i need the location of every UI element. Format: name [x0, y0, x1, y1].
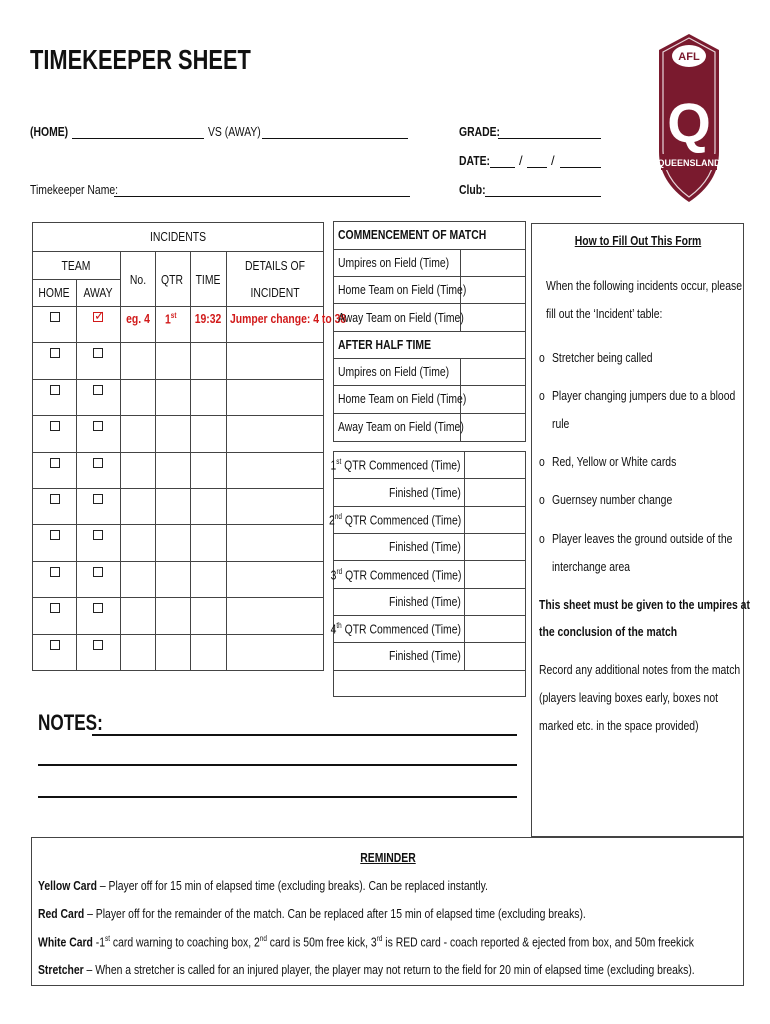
page-title: TIMEKEEPER SHEET — [30, 44, 251, 75]
commencement-row-umpires: Umpires on Field (Time) — [338, 255, 450, 270]
timekeeper-name-field[interactable] — [114, 196, 410, 197]
qtr2-commenced-time-input[interactable] — [465, 507, 525, 533]
example-time: 19:32 — [194, 311, 222, 326]
qtr1-commenced-time-input[interactable] — [465, 452, 525, 478]
logo-q-letter: Q — [667, 91, 711, 154]
details-col-header-line1: DETAILS OF — [245, 258, 305, 273]
logo-afl-text: AFL — [678, 51, 700, 63]
after-half-away-time-input[interactable] — [461, 414, 525, 441]
how-to-notes-line1: Record any additional notes from the match — [539, 662, 741, 677]
logo-queensland-text: QUEENSLAND — [657, 158, 721, 168]
home-checkbox[interactable] — [50, 348, 60, 358]
home-checkbox[interactable] — [50, 385, 60, 395]
example-away-checkbox-checked[interactable] — [93, 312, 103, 322]
club-label: Club: — [459, 182, 486, 197]
reminder-title: REMINDER — [360, 850, 416, 865]
date-sep-1: / — [519, 153, 523, 168]
after-half-umpires-time-input[interactable] — [461, 359, 525, 385]
away-team-field[interactable] — [262, 138, 408, 139]
qtr1-finished-label: Finished (Time) — [389, 485, 461, 500]
qtr3-finished-label: Finished (Time) — [389, 594, 461, 609]
example-qtr: 1st — [165, 311, 177, 327]
example-no: eg. 4 — [126, 311, 150, 326]
away-team-time-input[interactable] — [461, 304, 525, 330]
details-col-header-line2: INCIDENT — [250, 285, 300, 300]
incidents-title: INCIDENTS — [149, 229, 207, 244]
notes-label: NOTES: — [38, 710, 103, 735]
date-label: DATE: — [459, 153, 491, 168]
example-home-checkbox[interactable] — [50, 312, 60, 322]
away-checkbox[interactable] — [93, 567, 103, 577]
reminder-yellow-card: Yellow Card – Player off for 15 min of elapsed time (excluding breaks). Can be replaced instantly. — [38, 878, 488, 893]
grade-field[interactable] — [498, 138, 601, 139]
how-to-intro-line1: When the following incidents occur, please — [546, 278, 742, 293]
qtr-col-header: QTR — [161, 272, 183, 287]
afl-queensland-logo — [655, 32, 723, 204]
qtr2-finished-time-input[interactable] — [465, 534, 525, 560]
home-checkbox[interactable] — [50, 567, 60, 577]
bullet-jumpers: Player changing jumpers due to a blood — [552, 388, 736, 403]
after-half-home-time-input[interactable] — [461, 386, 525, 412]
reminder-red-card: Red Card – Player off for the remainder of the match. Can be replaced after 15 min of elapsed time (excluding breaks). — [38, 906, 586, 921]
commencement-row-away: Away Team on Field (Time) — [338, 310, 464, 325]
qtr4-commenced-time-input[interactable] — [465, 616, 525, 642]
commencement-row-home: Home Team on Field (Time) — [338, 282, 467, 297]
how-to-intro-line2: fill out the ‘Incident’ table: — [546, 306, 663, 321]
bullet-player-leaves-cont: interchange area — [552, 559, 631, 574]
how-to-bold-line1: This sheet must be given to the umpires at — [539, 597, 750, 612]
bullet-icon: o — [539, 350, 545, 365]
away-checkbox[interactable] — [93, 603, 103, 613]
notes-line-2[interactable] — [38, 764, 517, 766]
home-team-time-input[interactable] — [461, 277, 525, 303]
qtr2-finished-label: Finished (Time) — [389, 539, 461, 554]
home-checkbox[interactable] — [50, 458, 60, 468]
away-checkbox[interactable] — [93, 421, 103, 431]
bullet-player-leaves: Player leaves the ground outside of the — [552, 531, 733, 546]
away-checkbox[interactable] — [93, 640, 103, 650]
qtr4-finished-label: Finished (Time) — [389, 648, 461, 663]
after-half-title: AFTER HALF TIME — [338, 337, 432, 352]
home-team-field[interactable] — [72, 138, 204, 139]
how-to-title: How to Fill Out This Form — [574, 233, 702, 248]
date-year-field[interactable] — [560, 167, 601, 168]
home-checkbox[interactable] — [50, 603, 60, 613]
after-half-row-umpires: Umpires on Field (Time) — [338, 364, 450, 379]
bullet-icon: o — [539, 388, 545, 403]
notes-line-1[interactable] — [92, 734, 517, 736]
qtr3-finished-time-input[interactable] — [465, 589, 525, 615]
date-sep-2: / — [551, 153, 555, 168]
team-header: TEAM — [61, 258, 91, 273]
after-half-row-away: Away Team on Field (Time) — [338, 419, 464, 434]
commencement-title: COMMENCEMENT OF MATCH — [338, 227, 487, 242]
away-col-header: AWAY — [83, 285, 113, 300]
bullet-cards: Red, Yellow or White cards — [552, 454, 677, 469]
timekeeper-label: Timekeeper Name: — [30, 182, 119, 197]
club-field[interactable] — [485, 196, 601, 197]
home-label: (HOME) — [30, 124, 69, 139]
qtr3-commenced-label: 3rd QTR Commenced (Time) — [330, 567, 461, 583]
away-checkbox[interactable] — [93, 494, 103, 504]
reminder-white-card: White Card -1st card warning to coaching box, 2nd card is 50m free kick, 3rd is RED card - coach reported & ejected from box, and 50m freekick — [38, 934, 694, 950]
example-details: Jumper change: 4 to 38 — [230, 311, 347, 326]
qtr1-commenced-label: 1st QTR Commenced (Time) — [330, 457, 461, 473]
away-checkbox[interactable] — [93, 530, 103, 540]
bullet-icon: o — [539, 492, 545, 507]
home-col-header: HOME — [38, 285, 70, 300]
qtr2-commenced-label: 2nd QTR Commenced (Time) — [328, 512, 461, 528]
away-checkbox[interactable] — [93, 385, 103, 395]
qtr4-finished-time-input[interactable] — [465, 643, 525, 669]
home-checkbox[interactable] — [50, 494, 60, 504]
away-checkbox[interactable] — [93, 458, 103, 468]
qtr1-finished-time-input[interactable] — [465, 479, 525, 505]
date-day-field[interactable] — [490, 167, 515, 168]
qtr4-commenced-label: 4th QTR Commenced (Time) — [330, 621, 461, 637]
home-checkbox[interactable] — [50, 640, 60, 650]
home-checkbox[interactable] — [50, 421, 60, 431]
home-checkbox[interactable] — [50, 530, 60, 540]
reminder-stretcher: Stretcher – When a stretcher is called for an injured player, the player may not return to the field for 20 min of elapsed time (excluding breaks). — [38, 962, 695, 977]
bullet-icon: o — [539, 531, 545, 546]
qtr3-commenced-time-input[interactable] — [465, 561, 525, 587]
after-half-row-home: Home Team on Field (Time) — [338, 391, 467, 406]
away-checkbox[interactable] — [93, 348, 103, 358]
bullet-guernsey: Guernsey number change — [552, 492, 673, 507]
how-to-notes-line3: marked etc. in the space provided) — [539, 718, 699, 733]
how-to-notes-line2: (players leaving boxes early, boxes not — [539, 690, 719, 705]
umpires-time-input[interactable] — [461, 250, 525, 276]
time-col-header: TIME — [195, 272, 221, 287]
notes-line-3[interactable] — [38, 796, 517, 798]
no-col-header: No. — [129, 272, 147, 287]
how-to-bold-line2: the conclusion of the match — [539, 624, 678, 639]
bullet-jumpers-cont: rule — [552, 416, 570, 431]
bullet-stretcher: Stretcher being called — [552, 350, 653, 365]
grade-label: GRADE: — [459, 124, 501, 139]
vs-away-label: VS (AWAY) — [208, 124, 261, 139]
date-month-field[interactable] — [527, 167, 547, 168]
bullet-icon: o — [539, 454, 545, 469]
